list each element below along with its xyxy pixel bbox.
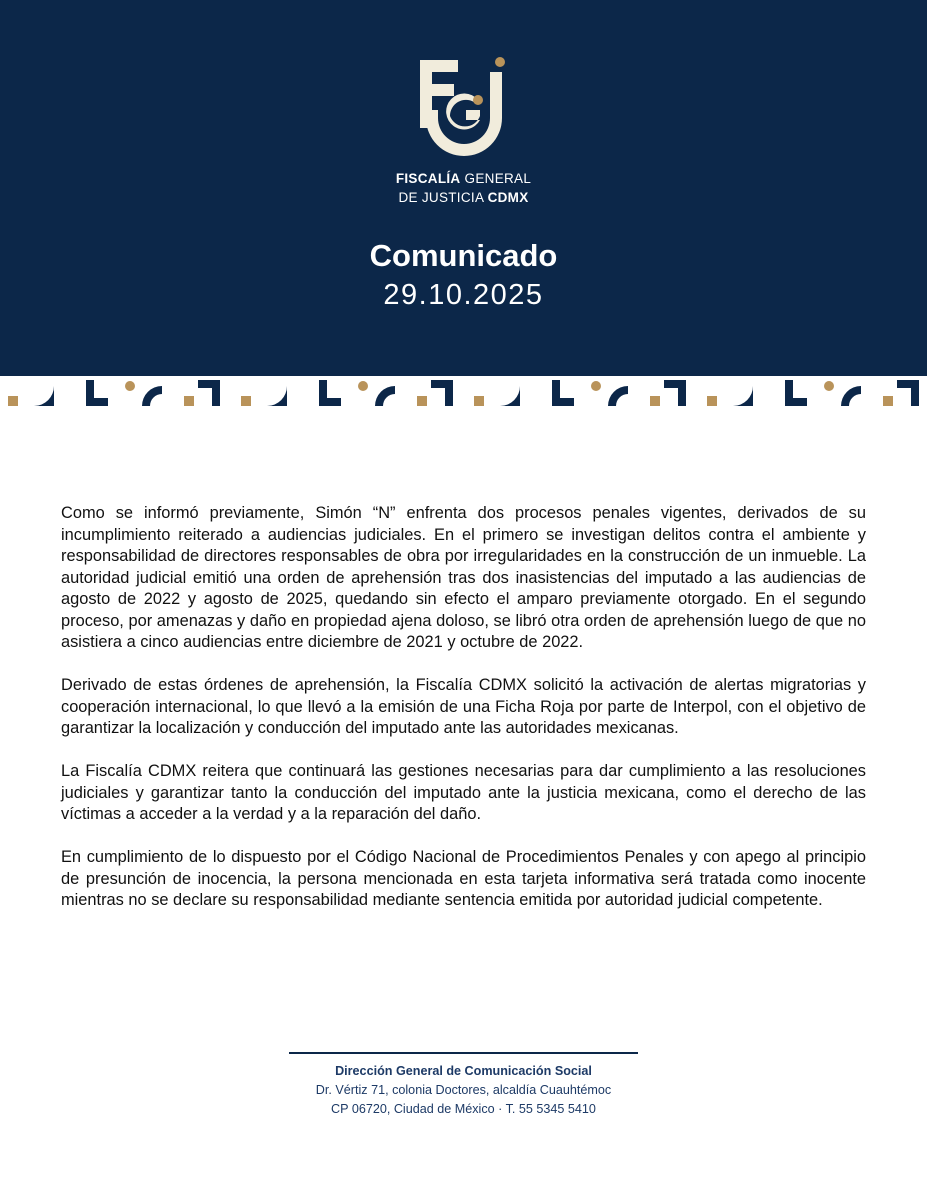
press-release-body bbox=[61, 503, 866, 933]
paragraph-1: Como se informó previamente, Simón “N” enfrenta dos procesos penales vigentes, derivados de su incumplimiento reiterado a audiencias judiciales. En el primero se investigan delitos contra el ambiente y responsabilidad de directores responsables de obra por irregularidades en la construcción de un inmueble. La autoridad judicial emitió una orden de aprehensión tras dos inasistencias del imputado a las audiencias de agosto de 2022 y agosto de 2025, quedando sin efecto el amparo previamente otorgado. En el segundo proceso, por amenazas y daño en propiedad ajena doloso, se libró otra orden de aprehensión luego de que no asistiera a cinco audiencias entre diciembre de 2021 y octubre de 2022. bbox=[61, 504, 866, 651]
brand-line-2: DE JUSTICIA CDMX bbox=[398, 190, 529, 205]
footer-office: Dirección General de Comunicación Social bbox=[335, 1064, 592, 1078]
decorative-pattern-strip bbox=[0, 378, 927, 408]
paragraph-4: En cumplimiento de lo dispuesto por el Código Nacional de Procedimientos Penales y con apego al principio de presunción de inocencia, la persona mencionada en esta tarjeta informativa será tratada como inocente mientras no se declare su responsabilidad mediante sentencia emitida por autoridad judicial competente. bbox=[61, 848, 866, 909]
footer-address: Dr. Vértiz 71, colonia Doctores, alcaldía Cuauhtémoc bbox=[315, 1083, 612, 1097]
page-title: Comunicado bbox=[369, 238, 558, 273]
brand-line-1: FISCALÍA GENERAL bbox=[395, 171, 532, 186]
paragraph-2: Derivado de estas órdenes de aprehensión, la Fiscalía CDMX solicitó la activación de alertas migratorias y cooperación internacional, lo que llevó a la emisión de una Ficha Roja por parte de Interpol, con el objetivo de garantizar la localización y conducción del imputado ante las autoridades mexicanas. bbox=[61, 676, 866, 737]
footer-divider bbox=[289, 1052, 638, 1054]
fgj-logo-icon bbox=[414, 56, 514, 168]
footer-contact: CP 06720, Ciudad de México · T. 55 5345 5410 bbox=[331, 1102, 596, 1116]
header-banner bbox=[0, 0, 927, 376]
paragraph-3: La Fiscalía CDMX reitera que continuará las gestiones necesarias para dar cumplimiento a las resoluciones judiciales y garantizar tanto la conducción del imputado ante la justicia mexicana, como el derecho de las víctimas a acceder a la verdad y a la reparación del daño. bbox=[61, 762, 866, 823]
release-date: 29.10.2025 bbox=[383, 279, 544, 311]
